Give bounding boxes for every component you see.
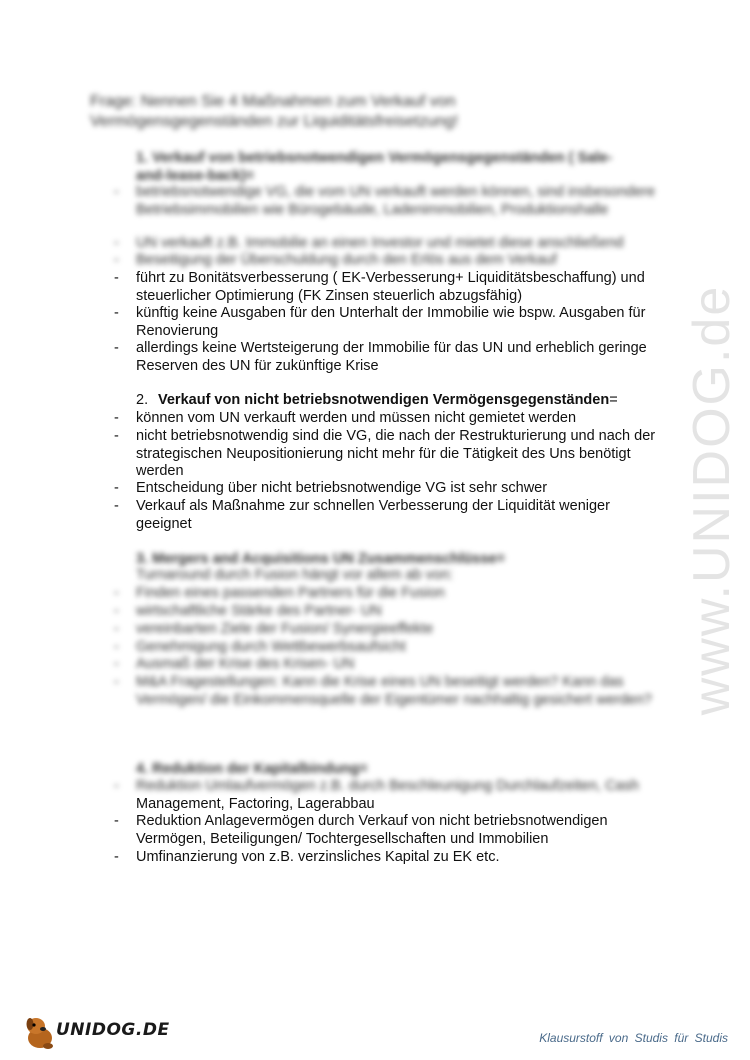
bullet-text: M&A Fragestellungen: Kann die Krise eines UN beseitigt werden? Kann das Vermögen/ die Einkommensquelle der Eigentümer nachhaltig gesichert werden?: [136, 674, 652, 708]
bullet-dash: -: [114, 585, 119, 601]
bullet-text: Umfinanzierung von z.B. verzinsliches Kapital zu EK etc.: [136, 849, 500, 865]
section-suffix: =: [609, 392, 618, 408]
bullet-dash: -: [114, 813, 119, 829]
bullet-text: führt zu Bonitätsverbesserung ( EK-Verbesserung+ Liquiditätsbeschaffung) und steuerlicher Optimierung (FK Zinsen steuerlich abzugsfähig): [136, 270, 645, 304]
bullet-text: Reduktion Umlaufvermögen z.B. durch Beschleunigung Durchlaufzeiten, Cash: [136, 778, 639, 794]
footer-tagline: Klausurstoff von Studis für Studis: [539, 1031, 728, 1045]
bullet-text: allerdings keine Wertsteigerung der Immobilie für das UN und erheblich geringe Reserven des UN für zukünftige Krise: [136, 340, 647, 374]
bullet-dash: -: [114, 270, 119, 286]
bullet-text: Finden eines passenden Partners für die Fusion: [136, 585, 445, 601]
bullet-text: nicht betriebsnotwendig sind die VG, die nach der Restrukturierung und nach der strategischen Neupositionierung nicht mehr für die Tätigkeit des Uns benötigt werden: [136, 428, 656, 479]
bullet-text: Beseitigung der Überschuldung durch den Erlös aus dem Verkauf: [136, 252, 557, 268]
bullet-text: Verkauf als Maßnahme zur schnellen Verbesserung der Liquidität weniger geeignet: [136, 498, 610, 532]
bullet-text: Genehmigung durch Wettbewerbsaufsicht: [136, 639, 406, 655]
list-item: [0, 184, 700, 236]
bullet-dash: -: [114, 621, 119, 637]
bullet-dash: -: [114, 639, 119, 655]
bullet-dash: -: [114, 184, 119, 200]
bullet-dash: -: [114, 305, 119, 321]
bullet-text: Reduktion Anlagevermögen durch Verkauf von nicht betriebsnotwendigen Vermögen, Beteiligungen/ Tochtergesellschaften und Immobilien: [136, 813, 608, 847]
watermark: www.UNIDOG.de: [683, 284, 741, 716]
bullet-text: vereinbarten Ziele der Fusion/ Synergieeffekte: [136, 621, 434, 637]
bullet-text: Entscheidung über nicht betriebsnotwendige VG ist sehr schwer: [136, 480, 548, 496]
bullet-dash: -: [114, 674, 119, 690]
bullet-text: wirtschaftliche Stärke des Partner- UN: [136, 603, 382, 619]
section-1-heading: 1. Verkauf von betriebsnotwendigen Vermögensgegenständen ( Sale-and-lease-back)=: [136, 150, 613, 184]
bullet-dash: -: [114, 603, 119, 619]
bullet-dash: -: [114, 498, 119, 514]
bullet-dash: -: [114, 849, 119, 865]
section-3-intro: Turnaround durch Fusion hängt vor allem ab von:: [136, 567, 454, 583]
section-title: Verkauf von nicht betriebsnotwendigen Vermögensgegenständen: [158, 392, 610, 408]
question-title: Frage: Nennen Sie 4 Maßnahmen zum Verkauf von Vermögensgegenständen zur Liquiditätsfreisetzung!: [90, 93, 459, 130]
logo-text: UNIDOG.DE: [56, 1020, 170, 1040]
bullet-dash: -: [114, 410, 119, 426]
section-4-heading: 4. Reduktion der Kapitalbindung=: [136, 761, 368, 777]
bullet-dash: -: [114, 340, 119, 356]
bullet-text: künftig keine Ausgaben für den Unterhalt der Immobilie wie bspw. Ausgaben für Renovierung: [136, 305, 646, 339]
bullet-dash: -: [114, 778, 119, 794]
section-3-heading: 3. Mergers and Acquisitions UN Zusammenschlüsse=: [136, 551, 505, 567]
dog-icon: [22, 1012, 58, 1052]
bullet-dash: -: [114, 428, 119, 444]
bullet-dash: -: [114, 252, 119, 268]
bullet-dash: -: [114, 235, 119, 251]
section-number: 2.: [136, 392, 149, 408]
bullet-text: Ausmaß der Krise des Krisen- UN: [136, 656, 355, 672]
bullet-text: UN verkauft z.B. Immobilie an einen Investor und mietet diese anschließend: [136, 235, 624, 251]
unidog-logo[interactable]: [22, 1012, 170, 1052]
bullet-continuation: Management, Factoring, Lagerabbau: [136, 796, 375, 812]
section-2-heading: [136, 391, 656, 409]
bullet-dash: -: [114, 656, 119, 672]
bullet-text: können vom UN verkauft werden und müssen nicht gemietet werden: [136, 410, 577, 426]
bullet-text: betriebsnotwendige VG, die vom UN verkauft werden können, sind insbesondere Betriebsimmobilien wie Bürogebäude, Ladenimmobilien, Produktionshalle: [136, 184, 656, 218]
bullet-dash: -: [114, 480, 119, 496]
